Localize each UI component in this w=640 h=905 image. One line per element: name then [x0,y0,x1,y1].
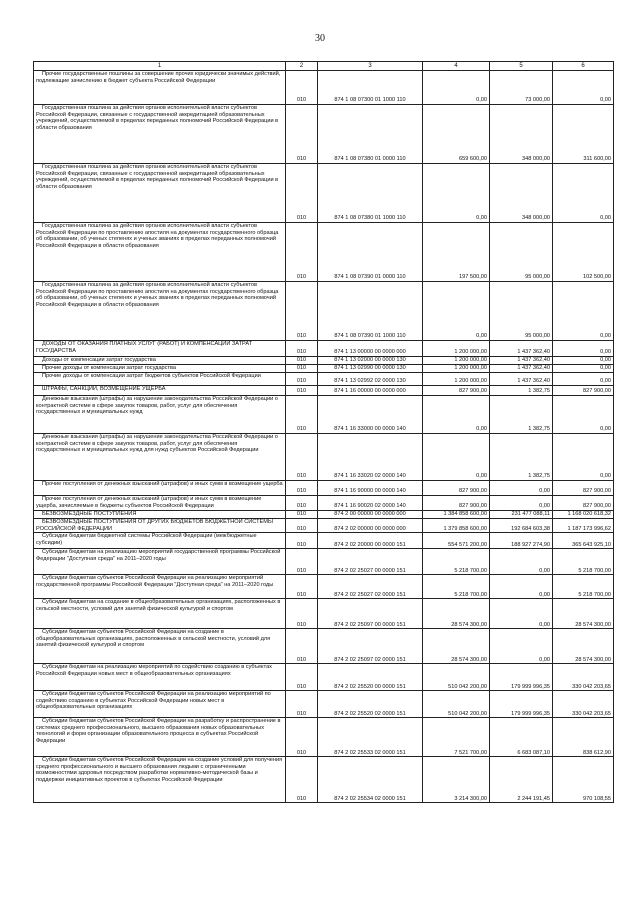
budget-code-cell: 874 2 02 25533 02 0000 151 [318,718,423,757]
unexecuted-amount-cell: 0,00 [553,282,614,341]
executed-amount-cell: 73 000,00 [490,71,553,105]
income-name-text: Доходы от компенсации затрат государства [42,357,156,363]
row-code-cell: 010 [286,496,318,511]
executed-amount-cell: 192 684 603,38 [490,519,553,533]
income-name-cell [34,434,286,481]
unexecuted-amount-cell: 5 218 700,00 [553,549,614,575]
approved-amount-cell: 827 900,00 [423,386,490,396]
income-name-cell [34,105,286,164]
executed-amount-cell: 0,00 [490,549,553,575]
unexecuted-amount-cell: 0,00 [553,373,614,386]
unexecuted-amount-cell: 0,00 [553,164,614,223]
income-name-text: БЕЗВОЗМЕЗДНЫЕ ПОСТУПЛЕНИЯ ОТ ДРУГИХ БЮДЖЕТОВ БЮДЖЕТНОЙ СИСТЕМЫ РОССИЙСКОЙ ФЕДЕРАЦИИ [36,519,273,532]
row-code-cell: 010 [286,691,318,718]
executed-amount-cell: 6 683 087,10 [490,718,553,757]
income-name-text: Субсидии бюджетам на реализацию мероприятий по содействию созданию в субъектах Российской Федерации новых мест в общеобразовательных организациях [36,664,272,677]
executed-amount-cell: 1 437 362,40 [490,341,553,357]
row-code-cell: 010 [286,365,318,373]
income-name-text: Прочие поступления от денежных взысканий (штрафов) и иных сумм в возмещение ущерба, зачисляемые в бюджеты субъектов Российской Федерации [36,496,262,509]
approved-amount-cell: 1 200 000,00 [423,357,490,365]
row-code-cell: 010 [286,373,318,386]
unexecuted-amount-cell: 0,00 [553,396,614,434]
income-name-text: Субсидии бюджетам субъектов Российской Федерации на создание условий для получения среднего профессионального и высшего образования людьми с ограниченными возможностями здоровья посредством разработки нормативно-методической базы и поддержки инициативных проектов в субъектах Российской Федерации [36,757,283,783]
unexecuted-amount-cell: 365 643 925,10 [553,533,614,549]
approved-amount-cell: 1 200 000,00 [423,365,490,373]
approved-amount-cell: 1 200 000,00 [423,373,490,386]
table-row [34,496,614,511]
approved-amount-cell: 0,00 [423,71,490,105]
budget-code-cell: 874 1 08 07390 01 1000 110 [318,282,423,341]
income-name-cell [34,396,286,434]
row-code-cell: 010 [286,599,318,629]
budget-code-cell: 874 1 13 02992 02 0000 130 [318,373,423,386]
table-header-row [34,62,614,71]
income-name-text: Субсидии бюджетам бюджетной системы Российской Федерации (межбюджетные субсидии) [36,533,257,546]
approved-amount-cell: 5 218 700,00 [423,549,490,575]
table-row [34,664,614,691]
unexecuted-amount-cell: 28 574 300,00 [553,629,614,664]
budget-code-cell: 874 2 02 00000 00 0000 000 [318,519,423,533]
income-name-text: Прочие государственные пошлины за совершение прочих юридически значимых действий, подлежащие зачислению в бюджет субъекта Российской Федерации [36,71,281,84]
income-name-text: Субсидии бюджетам субъектов Российской Федерации на разработку и распространение в системах среднего профессионального, высшего образования новых образовательных технологий и форм организации образовательного процесса в субъектах Российской Федерации [36,718,281,744]
approved-amount-cell: 827 900,00 [423,481,490,496]
unexecuted-amount-cell: 1 187 173 996,62 [553,519,614,533]
approved-amount-cell: 0,00 [423,164,490,223]
approved-amount-cell: 3 214 300,00 [423,757,490,803]
budget-code-cell: 874 2 00 00000 00 0000 000 [318,511,423,519]
approved-amount-cell: 1 384 858 600,00 [423,511,490,519]
header-cell: 5 [490,62,553,71]
income-name-text: Субсидии бюджетам субъектов Российской Федерации на создание в общеобразовательных организациях, расположенных в сельской местности, условий для занятий физической культурой и спортом [36,629,271,649]
income-name-cell [34,223,286,282]
approved-amount-cell: 659 600,00 [423,105,490,164]
unexecuted-amount-cell: 827 900,00 [553,386,614,396]
row-code-cell: 010 [286,105,318,164]
row-code-cell: 010 [286,519,318,533]
executed-amount-cell: 1 437 362,40 [490,357,553,365]
budget-code-cell: 874 2 02 25097 02 0000 151 [318,629,423,664]
row-code-cell: 010 [286,71,318,105]
budget-code-cell: 874 1 08 07380 01 1000 110 [318,164,423,223]
row-code-cell: 010 [286,533,318,549]
income-name-text: Денежные взыскания (штрафы) за нарушение законодательства Российской Федерации о контрактной системе в сфере закупок товаров, работ, услуг для обеспечения государственных и муниципальных нужд [36,396,278,416]
approved-amount-cell: 0,00 [423,434,490,481]
income-name-cell [34,357,286,365]
income-name-cell [34,71,286,105]
row-code-cell: 010 [286,664,318,691]
unexecuted-amount-cell: 5 218 700,00 [553,575,614,599]
budget-code-cell: 874 2 02 25534 02 0000 151 [318,757,423,803]
table-row [34,533,614,549]
income-name-cell [34,373,286,386]
budget-code-cell: 874 1 13 02990 00 0000 130 [318,365,423,373]
row-code-cell: 010 [286,223,318,282]
income-name-cell [34,481,286,496]
header-cell: 3 [318,62,423,71]
approved-amount-cell: 0,00 [423,282,490,341]
table-row [34,164,614,223]
income-name-cell [34,519,286,533]
row-code-cell: 010 [286,434,318,481]
executed-amount-cell: 1 382,75 [490,386,553,396]
income-name-text: Субсидии бюджетам субъектов Российской Федерации на реализацию мероприятий по содействию созданию в субъектах Российской Федерации новых мест в общеобразовательных организациях [36,691,271,711]
unexecuted-amount-cell: 827 900,00 [553,496,614,511]
row-code-cell: 010 [286,164,318,223]
table-row [34,105,614,164]
income-name-text: Государственная пошлина за действия органов исполнительной власти субъектов Российской Федерации по проставлению апостиля на документах государственного образца об образовании, об ученых степенях и ученых званиях в пределах переданных полномочий Российской Федерации в области образования [36,282,279,308]
executed-amount-cell: 95 000,00 [490,282,553,341]
unexecuted-amount-cell: 330 042 203,65 [553,691,614,718]
approved-amount-cell: 5 218 700,00 [423,575,490,599]
income-name-cell [34,599,286,629]
table-row [34,223,614,282]
income-name-text: БЕЗВОЗМЕЗДНЫЕ ПОСТУПЛЕНИЯ [42,511,137,517]
executed-amount-cell: 95 000,00 [490,223,553,282]
row-code-cell: 010 [286,282,318,341]
budget-code-cell: 874 1 16 33020 02 0000 140 [318,434,423,481]
executed-amount-cell: 0,00 [490,496,553,511]
executed-amount-cell: 0,00 [490,481,553,496]
budget-code-cell: 874 1 16 90020 02 0000 140 [318,496,423,511]
table-row [34,396,614,434]
income-name-text: Государственная пошлина за действия органов исполнительной власти субъектов Российской Федерации, связанные с государственной аккредитацией образовательных учреждений, осуществляемой в пределах переданных полномочий Российской Федерации в области образования [36,164,279,190]
income-name-cell [34,164,286,223]
unexecuted-amount-cell: 838 612,90 [553,718,614,757]
header-cell: 1 [34,62,286,71]
income-name-cell [34,496,286,511]
executed-amount-cell: 0,00 [490,575,553,599]
budget-code-cell: 874 1 08 07300 01 1000 110 [318,71,423,105]
budget-code-cell: 874 2 02 25520 00 0000 151 [318,664,423,691]
income-name-cell [34,691,286,718]
unexecuted-amount-cell: 311 600,00 [553,105,614,164]
executed-amount-cell: 179 999 996,35 [490,664,553,691]
page-number: 30 [315,33,325,44]
income-name-text: Государственная пошлина за действия органов исполнительной власти субъектов Российской Федерации, связанные с государственной аккредитацией образовательных учреждений, осуществляемой в пределах переданных полномочий Российской Федерации в области образования [36,105,279,131]
approved-amount-cell: 510 042 200,00 [423,664,490,691]
row-code-cell: 010 [286,396,318,434]
table-row [34,549,614,575]
table-row [34,481,614,496]
executed-amount-cell: 231 477 088,11 [490,511,553,519]
budget-execution-table [33,61,614,803]
income-name-text: Субсидии бюджетам на создание в общеобразовательных организациях, расположенных в сельской местности, условий для занятий физической культурой и спортом [36,599,281,612]
approved-amount-cell: 1 200 000,00 [423,341,490,357]
executed-amount-cell: 1 382,75 [490,434,553,481]
budget-code-cell: 874 1 13 02000 00 0000 130 [318,357,423,365]
unexecuted-amount-cell: 0,00 [553,434,614,481]
budget-code-cell: 874 2 02 25027 00 0000 151 [318,549,423,575]
income-name-cell [34,629,286,664]
table-row [34,757,614,803]
unexecuted-amount-cell: 0,00 [553,357,614,365]
executed-amount-cell: 348 000,00 [490,164,553,223]
approved-amount-cell: 197 500,00 [423,223,490,282]
income-name-text: Субсидии бюджетам на реализацию мероприятий государственной программы Российской Федерации "Доступная среда" на 2011–2020 годы [36,549,281,562]
budget-code-cell: 874 1 08 07380 01 0000 110 [318,105,423,164]
income-name-text: Прочие доходы от компенсации затрат бюджетов субъектов Российской Федерации [42,373,261,379]
table-row [34,373,614,386]
row-code-cell: 010 [286,718,318,757]
header-cell: 4 [423,62,490,71]
income-name-cell [34,757,286,803]
table-row [34,282,614,341]
row-code-cell: 010 [286,481,318,496]
income-name-cell [34,341,286,357]
table-row [34,599,614,629]
table-row [34,511,614,519]
income-name-text: Государственная пошлина за действия органов исполнительной власти субъектов Российской Федерации по проставлению апостиля на документах государственного образца об образовании, об ученых степенях и ученых званиях в пределах переданных полномочий Российской Федерации в области образования [36,223,279,249]
budget-code-cell: 874 1 16 00000 00 0000 000 [318,386,423,396]
row-code-cell: 010 [286,357,318,365]
unexecuted-amount-cell: 970 108,55 [553,757,614,803]
row-code-cell: 010 [286,757,318,803]
income-name-cell [34,386,286,396]
executed-amount-cell: 0,00 [490,599,553,629]
unexecuted-amount-cell: 0,00 [553,71,614,105]
executed-amount-cell: 2 244 191,45 [490,757,553,803]
unexecuted-amount-cell: 1 168 020 618,32 [553,511,614,519]
unexecuted-amount-cell: 0,00 [553,365,614,373]
budget-code-cell: 874 1 13 00000 00 0000 000 [318,341,423,357]
unexecuted-amount-cell: 28 574 300,00 [553,599,614,629]
executed-amount-cell: 1 382,75 [490,396,553,434]
header-cell: 6 [553,62,614,71]
table-row [34,691,614,718]
table-row [34,357,614,365]
unexecuted-amount-cell: 102 500,00 [553,223,614,282]
table-row [34,386,614,396]
executed-amount-cell: 1 437 362,40 [490,373,553,386]
table-row [34,718,614,757]
budget-code-cell: 874 2 02 25520 02 0000 151 [318,691,423,718]
approved-amount-cell: 28 574 300,00 [423,599,490,629]
table-row [34,365,614,373]
budget-code-cell: 874 1 16 90000 00 0000 140 [318,481,423,496]
row-code-cell: 010 [286,511,318,519]
income-name-text: Прочие доходы от компенсации затрат государства [42,365,177,371]
row-code-cell: 010 [286,575,318,599]
income-name-cell [34,718,286,757]
budget-code-cell: 874 1 16 33000 00 0000 140 [318,396,423,434]
table-row [34,629,614,664]
executed-amount-cell: 179 999 996,35 [490,691,553,718]
budget-code-cell: 874 2 02 25097 00 0000 151 [318,599,423,629]
approved-amount-cell: 510 042 200,00 [423,691,490,718]
approved-amount-cell: 28 574 300,00 [423,629,490,664]
unexecuted-amount-cell: 0,00 [553,341,614,357]
unexecuted-amount-cell: 827 900,00 [553,481,614,496]
row-code-cell: 010 [286,549,318,575]
row-code-cell: 010 [286,386,318,396]
income-name-cell [34,533,286,549]
table-row [34,575,614,599]
row-code-cell: 010 [286,629,318,664]
income-name-cell [34,575,286,599]
approved-amount-cell: 7 521 700,00 [423,718,490,757]
income-name-cell [34,365,286,373]
approved-amount-cell: 554 571 200,00 [423,533,490,549]
table-row [34,71,614,105]
income-name-cell [34,664,286,691]
table-row [34,519,614,533]
income-name-text: Субсидии бюджетам субъектов Российской Федерации на реализацию мероприятий государственной программы Российской Федерации "Доступная среда" на 2011–2020 годы [36,575,274,588]
approved-amount-cell: 1 379 858 600,00 [423,519,490,533]
executed-amount-cell: 1 437 362,40 [490,365,553,373]
executed-amount-cell: 0,00 [490,629,553,664]
budget-code-cell: 874 2 02 25027 02 0000 151 [318,575,423,599]
executed-amount-cell: 348 000,00 [490,105,553,164]
income-name-cell [34,549,286,575]
approved-amount-cell: 827 900,00 [423,496,490,511]
approved-amount-cell: 0,00 [423,396,490,434]
income-name-cell [34,282,286,341]
row-code-cell: 010 [286,341,318,357]
table-row [34,434,614,481]
income-name-text: Прочие поступления от денежных взысканий (штрафов) и иных сумм в возмещение ущерба [42,481,283,487]
income-name-text: ДОХОДЫ ОТ ОКАЗАНИЯ ПЛАТНЫХ УСЛУГ (РАБОТ) И КОМПЕНСАЦИИ ЗАТРАТ ГОСУДАРСТВА [36,341,253,354]
income-name-text: ШТРАФЫ, САНКЦИИ, ВОЗМЕЩЕНИЕ УЩЕРБА [42,386,166,392]
header-cell: 2 [286,62,318,71]
budget-code-cell: 874 1 08 07390 01 0000 110 [318,223,423,282]
income-name-text: Денежные взыскания (штрафы) за нарушение законодательства Российской Федерации о контрактной системе в сфере закупок товаров, работ, услуг для обеспечения государственных и муниципальных нужд для нужд субъектов Российской Федерации [36,434,278,454]
unexecuted-amount-cell: 330 042 203,65 [553,664,614,691]
income-name-cell [34,511,286,519]
budget-code-cell: 874 2 02 20000 00 0000 151 [318,533,423,549]
executed-amount-cell: 188 927 274,90 [490,533,553,549]
table-row [34,341,614,357]
